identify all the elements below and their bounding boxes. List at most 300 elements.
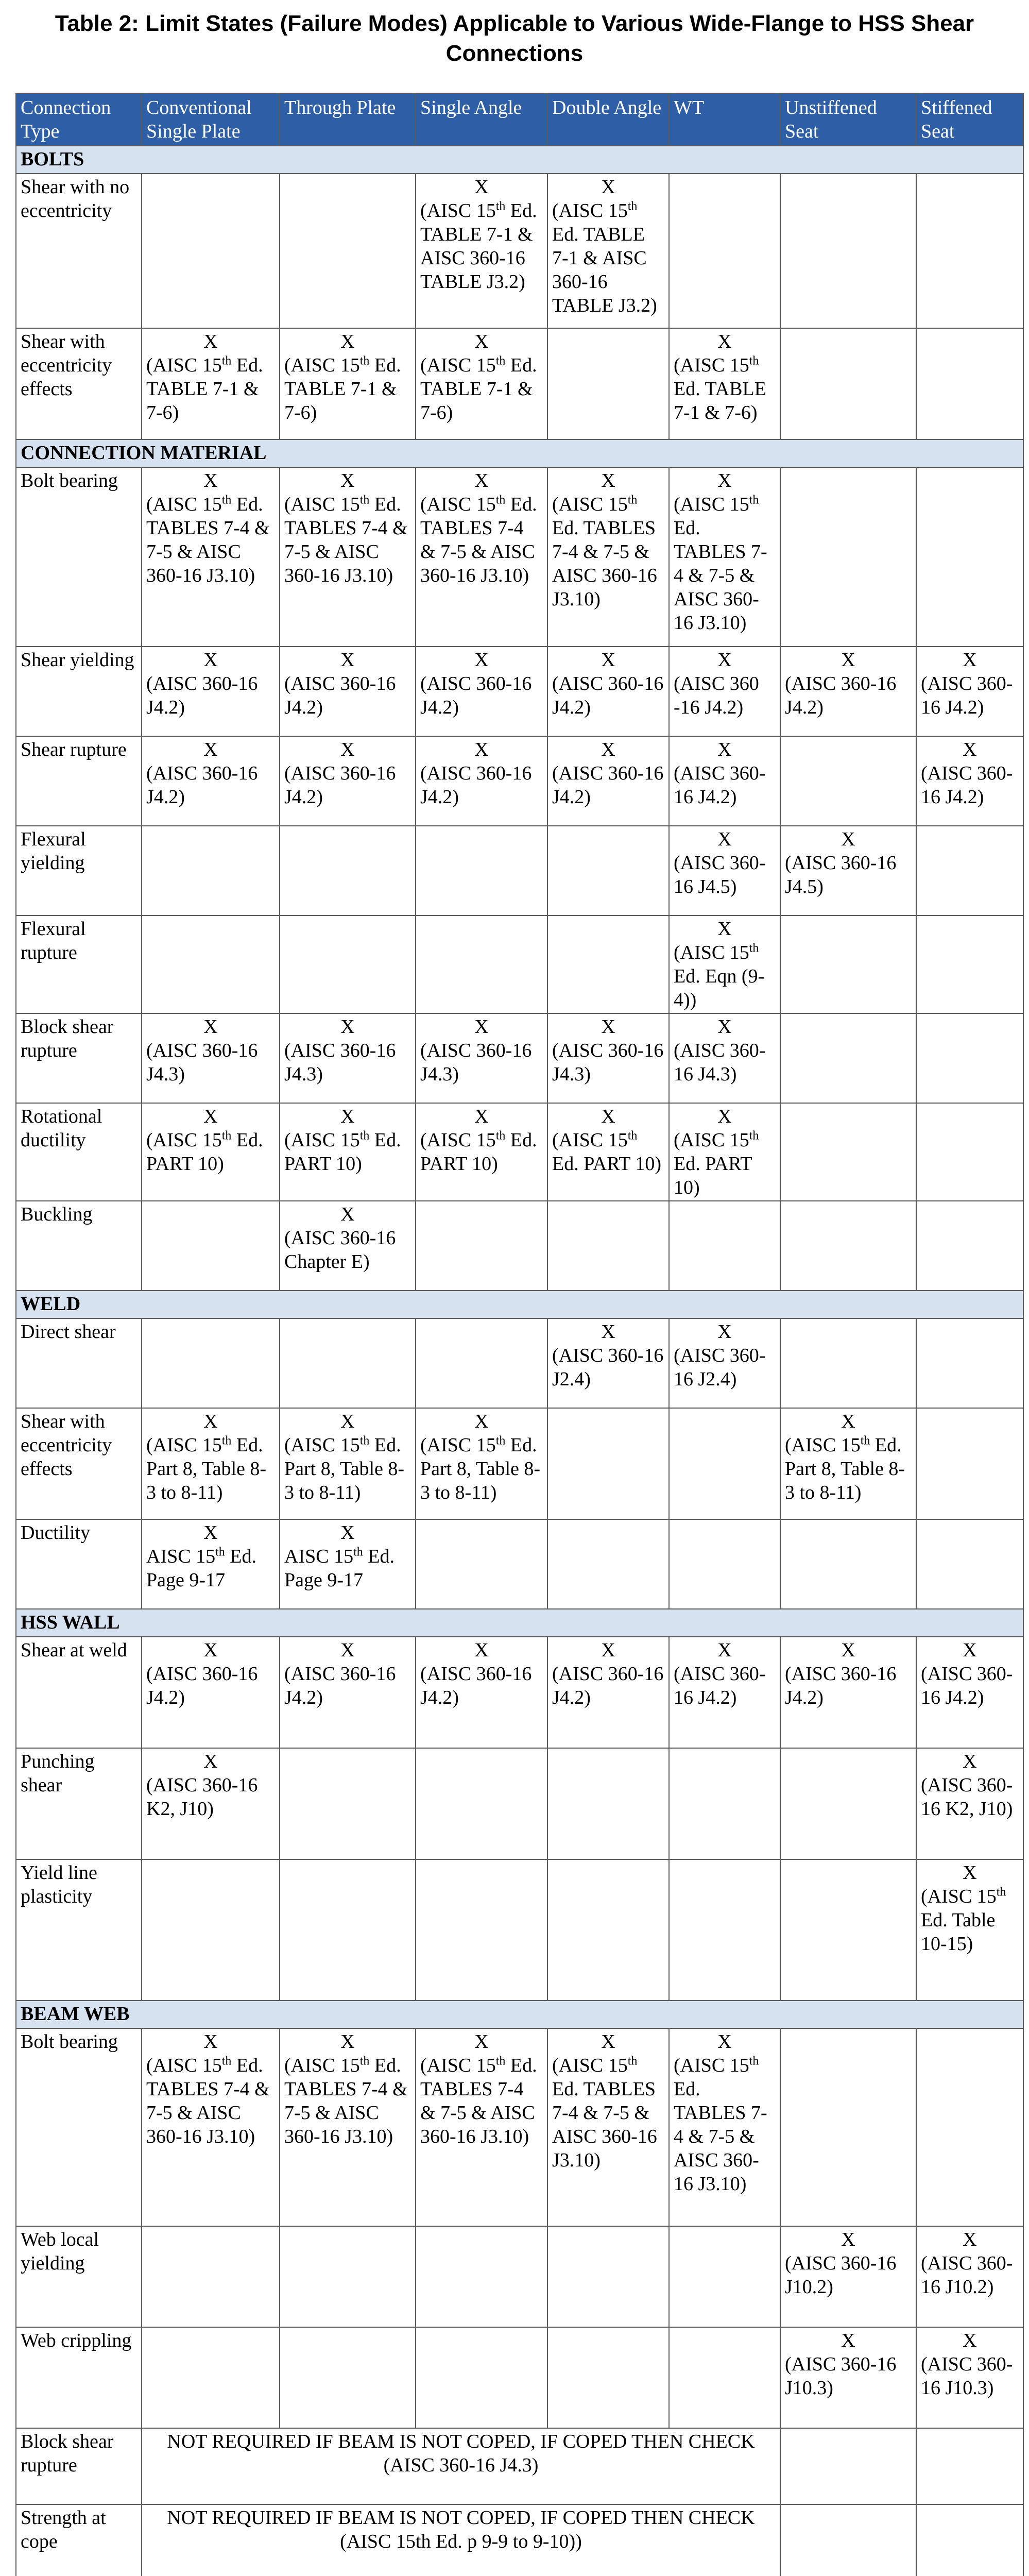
table-cell: [142, 1318, 280, 1408]
reference-text: (AISC 15th Ed. PART 10): [420, 1129, 537, 1175]
reference-text: (AISC 15th Ed. TABLES 7-4 & 7-5 & AISC 360-16 J3.10): [552, 2054, 657, 2171]
table-cell: [669, 467, 780, 647]
reference-text: (AISC 15th Ed. Part 8, Table 8-3 to 8-11): [785, 1434, 905, 1503]
table-cell: [142, 1013, 280, 1103]
applicable-mark: X: [203, 1411, 218, 1432]
table-row: [16, 1408, 1023, 1519]
col-header-single-angle: Single Angle: [416, 93, 547, 146]
table-cell: [669, 826, 780, 916]
reference-text: (AISC 15th Ed. Eqn (9-4)): [674, 941, 765, 1011]
table-cell: [916, 1013, 1023, 1103]
applicable-mark: X: [474, 470, 489, 492]
table-row: [16, 2327, 1023, 2428]
col-header-through-plate: Through Plate: [280, 93, 416, 146]
applicable-mark: X: [203, 1106, 218, 1127]
table-cell: [916, 467, 1023, 647]
table-cell: [280, 174, 416, 328]
table-cell: [280, 1637, 416, 1748]
applicable-mark: X: [841, 2229, 855, 2250]
applicable-mark: X: [203, 1639, 218, 1661]
table-cell: [142, 2028, 280, 2226]
table-cell: [780, 1519, 916, 1609]
row-label: Direct shear: [16, 1318, 142, 1408]
table-cell: [416, 1013, 547, 1103]
row-label: Web local yielding: [16, 2226, 142, 2327]
table-cell: [547, 1748, 669, 1859]
table-cell: [669, 1408, 780, 1519]
applicable-mark: X: [203, 2031, 218, 2053]
table-cell: [669, 2327, 780, 2428]
reference-text: (AISC 360-16 J4.2): [146, 673, 258, 718]
applicable-mark: X: [203, 331, 218, 352]
table-cell: [916, 1201, 1023, 1291]
table-cell: [280, 1013, 416, 1103]
applicable-mark: X: [203, 1751, 218, 1772]
table-row: [16, 647, 1023, 736]
applicable-mark: X: [717, 739, 732, 760]
table-cell: [142, 1103, 280, 1201]
applicable-mark: X: [474, 649, 489, 671]
applicable-mark: X: [203, 739, 218, 760]
table-cell: [780, 1748, 916, 1859]
table-cell: [142, 328, 280, 439]
table-cell: [916, 736, 1023, 826]
row-label: Rotational ductility: [16, 1103, 142, 1201]
coped-note-text: NOT REQUIRED IF BEAM IS NOT COPED, IF COPED THEN CHECK: [167, 2431, 755, 2452]
reference-text: (AISC 360-16 J4.2): [420, 762, 532, 808]
table-cell: [416, 647, 547, 736]
table-cell: [916, 2028, 1023, 2226]
table-cell: [780, 2028, 916, 2226]
table-cell: [547, 467, 669, 647]
section-label: HSS WALL: [16, 1609, 1023, 1637]
table-cell: [142, 1859, 280, 2001]
table-cell: [280, 2028, 416, 2226]
reference-text: (AISC 15th Ed. TABLES 7-4 & 7-5 & AISC 360-16 J3.10): [674, 2054, 767, 2195]
table-cell: [142, 916, 280, 1013]
row-label: Strength at cope: [16, 2504, 142, 2576]
table-cell: [780, 1318, 916, 1408]
applicable-mark: X: [601, 739, 615, 760]
row-label: Flexural yielding: [16, 826, 142, 916]
row-label: Bolt bearing: [16, 2028, 142, 2226]
reference-text: (AISC 360-16 J4.3): [146, 1040, 258, 1085]
table-cell: [416, 1748, 547, 1859]
applicable-mark: X: [474, 1411, 489, 1432]
table-cell: [547, 826, 669, 916]
table-cell: [547, 1201, 669, 1291]
applicable-mark: X: [340, 1411, 355, 1432]
table-row: [16, 1859, 1023, 2001]
table-cell: [547, 1013, 669, 1103]
header-row: [16, 93, 1023, 146]
applicable-mark: X: [841, 828, 855, 850]
table-cell: [142, 174, 280, 328]
reference-text: (AISC 360-16 J4.2): [146, 762, 258, 808]
applicable-mark: X: [340, 470, 355, 492]
table-cell: [142, 647, 280, 736]
applicable-mark: X: [340, 331, 355, 352]
col-header-unstiffened-seat: Unstiffened Seat: [780, 93, 916, 146]
reference-text: (AISC 15th Ed. PART 10): [146, 1129, 263, 1175]
table-cell: [547, 1408, 669, 1519]
table-cell: [280, 916, 416, 1013]
table-cell: [547, 1859, 669, 2001]
table-cell: [280, 1859, 416, 2001]
applicable-mark: X: [963, 2229, 977, 2250]
table-cell: [416, 328, 547, 439]
table-cell: [416, 1318, 547, 1408]
table-cell: [142, 736, 280, 826]
table-cell: [547, 1318, 669, 1408]
reference-text: (AISC 360-16 J10.2): [921, 2252, 1013, 2298]
reference-text: AISC 15th Ed. Page 9-17: [284, 1545, 395, 1591]
applicable-mark: X: [717, 918, 732, 940]
reference-text: (AISC 360-16 Chapter E): [284, 1227, 396, 1273]
section-row-beam-web: [16, 2001, 1023, 2028]
applicable-mark: X: [963, 1862, 977, 1884]
reference-text: (AISC 360-16 J4.2): [674, 1663, 766, 1708]
table-row: [16, 826, 1023, 916]
applicable-mark: X: [474, 1016, 489, 1038]
row-label: Shear with eccentricity effects: [16, 328, 142, 439]
row-label: Block shear rupture: [16, 1013, 142, 1103]
section-label: CONNECTION MATERIAL: [16, 439, 1023, 467]
table-cell: [416, 916, 547, 1013]
table-cell: [916, 174, 1023, 328]
table-row: [16, 1748, 1023, 1859]
applicable-mark: X: [601, 1321, 615, 1343]
table-cell: [780, 467, 916, 647]
table-cell: [416, 826, 547, 916]
table-cell: [547, 916, 669, 1013]
table-cell: [416, 1637, 547, 1748]
table-cell: [780, 916, 916, 1013]
applicable-mark: X: [340, 1639, 355, 1661]
row-label: Shear rupture: [16, 736, 142, 826]
table-cell: [142, 467, 280, 647]
table-cell: [669, 328, 780, 439]
row-label: Shear with no eccentricity: [16, 174, 142, 328]
row-label: Shear yielding: [16, 647, 142, 736]
table-cell: [547, 1103, 669, 1201]
table-cell: [416, 736, 547, 826]
reference-text: (AISC 360-16 J2.4): [552, 1345, 664, 1390]
table-cell: [780, 1637, 916, 1748]
reference-text: (AISC 360-16 J4.2): [552, 1663, 664, 1708]
reference-text: (AISC 15th Ed. TABLES 7-4 & 7-5 & AISC 360-16 J3.10): [146, 2054, 270, 2147]
table-cell: [916, 1637, 1023, 1748]
table-cell: [916, 1103, 1023, 1201]
table-cell: [669, 1318, 780, 1408]
applicable-mark: X: [601, 470, 615, 492]
reference-text: (AISC 360 -16 J4.2): [674, 673, 759, 718]
table-row: [16, 1013, 1023, 1103]
section-row-weld: [16, 1291, 1023, 1318]
table-cell: [142, 1408, 280, 1519]
table-cell: [142, 2226, 280, 2327]
applicable-mark: X: [340, 1106, 355, 1127]
reference-text: (AISC 15th Ed. TABLES 7-4 & 7-5 & AISC 360-16 J3.10): [146, 493, 270, 586]
reference-text: (AISC 360-16 J4.5): [785, 852, 897, 897]
reference-text: (AISC 15th Ed. TABLES 7-4 & 7-5 & AISC 360-16 J3.10): [674, 493, 767, 634]
reference-text: (AISC 15th Ed. PART 10): [674, 1129, 759, 1198]
applicable-mark: X: [717, 2031, 732, 2053]
col-header-conventional-single-plate: Conventional Single Plate: [142, 93, 280, 146]
table-cell: [780, 2327, 916, 2428]
table-cell: [669, 1201, 780, 1291]
table-cell: [280, 1103, 416, 1201]
reference-text: (AISC 360-16 J4.2): [552, 673, 664, 718]
table-cell: [669, 1013, 780, 1103]
table-row: [16, 1103, 1023, 1201]
table-row: [16, 328, 1023, 439]
table-cell: [280, 1748, 416, 1859]
applicable-mark: X: [717, 1639, 732, 1661]
table-cell: [142, 2327, 280, 2428]
applicable-mark: X: [601, 176, 615, 198]
table-cell: [547, 2226, 669, 2327]
table-cell: [547, 174, 669, 328]
col-header-stiffened-seat: Stiffened Seat: [916, 93, 1023, 146]
table-cell: [669, 1637, 780, 1748]
table-cell: [280, 328, 416, 439]
applicable-mark: X: [717, 1016, 732, 1038]
row-label: Punching shear: [16, 1748, 142, 1859]
table-cell: [916, 328, 1023, 439]
applicable-mark: X: [340, 739, 355, 760]
table-cell: [780, 736, 916, 826]
coped-note-cell: [142, 2428, 780, 2504]
reference-text: (AISC 360-16 K2, J10): [921, 1774, 1013, 1820]
table-cell: [916, 1318, 1023, 1408]
reference-text: (AISC 15th Ed. PART 10): [552, 1129, 662, 1175]
table-row: [16, 1637, 1023, 1748]
table-cell: [416, 2028, 547, 2226]
applicable-mark: X: [963, 649, 977, 671]
table-cell: [142, 1637, 280, 1748]
table-cell: [916, 2428, 1023, 2504]
table-cell: [780, 328, 916, 439]
reference-text: (AISC 15th Ed. TABLES 7-4 & 7-5 & AISC 360-16 J3.10): [284, 2054, 408, 2147]
coped-note-reference: (AISC 360-16 J4.3): [383, 2454, 539, 2476]
table-row: [16, 1519, 1023, 1609]
reference-text: (AISC 360-16 J2.4): [674, 1345, 766, 1390]
table-cell: [416, 1103, 547, 1201]
reference-text: (AISC 15th Ed. TABLE 7-1 & 7-6): [146, 354, 263, 423]
table-row: [16, 2428, 1023, 2504]
table-cell: [916, 2327, 1023, 2428]
reference-text: (AISC 360-16 J10.3): [785, 2353, 897, 2399]
limit-states-table: [15, 93, 1024, 2576]
row-label: Buckling: [16, 1201, 142, 1291]
applicable-mark: X: [340, 1204, 355, 1225]
applicable-mark: X: [474, 739, 489, 760]
reference-text: (AISC 15th Ed. TABLE 7-1 & 7-6): [420, 354, 537, 423]
table-cell: [780, 647, 916, 736]
reference-text: (AISC 360-16 J4.2): [284, 762, 396, 808]
table-cell: [416, 1519, 547, 1609]
col-header-wt: WT: [669, 93, 780, 146]
table-cell: [416, 1201, 547, 1291]
row-label: Shear with eccentricity effects: [16, 1408, 142, 1519]
table-cell: [416, 2226, 547, 2327]
table-row: [16, 916, 1023, 1013]
table-cell: [669, 1859, 780, 2001]
reference-text: (AISC 360-16 J4.2): [785, 1663, 897, 1708]
applicable-mark: X: [841, 1639, 855, 1661]
reference-text: (AISC 360-16 J4.3): [552, 1040, 664, 1085]
table-cell: [916, 647, 1023, 736]
applicable-mark: X: [474, 1106, 489, 1127]
table-cell: [547, 647, 669, 736]
col-header-double-angle: Double Angle: [547, 93, 669, 146]
applicable-mark: X: [203, 1522, 218, 1544]
reference-text: (AISC 360-16 J4.2): [552, 762, 664, 808]
row-label: Block shear rupture: [16, 2428, 142, 2504]
table-cell: [669, 1103, 780, 1201]
applicable-mark: X: [963, 1751, 977, 1772]
table-cell: [916, 2504, 1023, 2576]
table-cell: [142, 1519, 280, 1609]
table-row: [16, 2028, 1023, 2226]
table-cell: [916, 1408, 1023, 1519]
table-title: Table 2: Limit States (Failure Modes) Applicable to Various Wide-Flange to HSS Shear Connections: [55, 11, 974, 66]
table-cell: [416, 1408, 547, 1519]
applicable-mark: X: [717, 649, 732, 671]
table-cell: [916, 1748, 1023, 1859]
col-header-connection-type: Connection Type: [16, 93, 142, 146]
applicable-mark: X: [474, 331, 489, 352]
applicable-mark: X: [841, 2330, 855, 2351]
table-cell: [280, 467, 416, 647]
section-row-connection-material: [16, 439, 1023, 467]
reference-text: (AISC 360-16 J4.2): [921, 673, 1013, 718]
applicable-mark: X: [963, 1639, 977, 1661]
applicable-mark: X: [601, 1106, 615, 1127]
table-cell: [916, 1519, 1023, 1609]
table-row: [16, 2226, 1023, 2327]
coped-note-text: NOT REQUIRED IF BEAM IS NOT COPED, IF COPED THEN CHECK: [167, 2507, 755, 2529]
reference-text: (AISC 15th Ed. Part 8, Table 8-3 to 8-11): [284, 1434, 405, 1503]
table-cell: [547, 2028, 669, 2226]
section-row-bolts: [16, 146, 1023, 174]
table-cell: [280, 826, 416, 916]
row-label: Bolt bearing: [16, 467, 142, 647]
table-cell: [669, 916, 780, 1013]
table-cell: [669, 1519, 780, 1609]
reference-text: (AISC 360-16 J4.2): [420, 673, 532, 718]
table-cell: [280, 1519, 416, 1609]
table-cell: [416, 1859, 547, 2001]
table-cell: [669, 2028, 780, 2226]
table-cell: [280, 736, 416, 826]
applicable-mark: X: [203, 649, 218, 671]
table-cell: [669, 2226, 780, 2327]
applicable-mark: X: [203, 470, 218, 492]
table-cell: [547, 1637, 669, 1748]
reference-text: (AISC 15th Ed. Part 8, Table 8-3 to 8-11): [146, 1434, 267, 1503]
reference-text: (AISC 360-16 J4.2): [785, 673, 897, 718]
row-label: Shear at weld: [16, 1637, 142, 1748]
row-label: Web crippling: [16, 2327, 142, 2428]
table-cell: [669, 736, 780, 826]
table-cell: [669, 1748, 780, 1859]
applicable-mark: X: [340, 649, 355, 671]
applicable-mark: X: [340, 2031, 355, 2053]
table-cell: [280, 1201, 416, 1291]
table-row: [16, 2504, 1023, 2576]
section-row-hss-wall: [16, 1609, 1023, 1637]
table-cell: [780, 2226, 916, 2327]
table-cell: [142, 826, 280, 916]
applicable-mark: X: [963, 739, 977, 760]
table-cell: [780, 1103, 916, 1201]
row-label: Yield line plasticity: [16, 1859, 142, 2001]
table-cell: [916, 2226, 1023, 2327]
applicable-mark: X: [601, 649, 615, 671]
reference-text: (AISC 360-16 J4.2): [921, 762, 1013, 808]
applicable-mark: X: [474, 176, 489, 198]
coped-note-cell: [142, 2504, 780, 2576]
reference-text: (AISC 15th Ed. TABLES 7-4 & 7-5 & AISC 360-16 J3.10): [420, 2054, 537, 2147]
table-row: [16, 467, 1023, 647]
table-cell: [780, 1859, 916, 2001]
table-cell: [280, 1318, 416, 1408]
reference-text: (AISC 15th Ed. TABLES 7-4 & 7-5 & AISC 360-16 J3.10): [552, 493, 657, 610]
reference-text: (AISC 360-16 J4.2): [284, 673, 396, 718]
reference-text: (AISC 15th Ed. TABLE 7-1 & AISC 360-16 TABLE J3.2): [552, 199, 657, 316]
applicable-mark: X: [841, 1411, 855, 1432]
reference-text: (AISC 15th Ed. TABLES 7-4 & 7-5 & AISC 360-16 J3.10): [420, 493, 537, 586]
table-cell: [916, 916, 1023, 1013]
applicable-mark: X: [717, 828, 732, 850]
table-cell: [280, 2327, 416, 2428]
table-cell: [547, 736, 669, 826]
applicable-mark: X: [340, 1016, 355, 1038]
table-cell: [280, 1408, 416, 1519]
reference-text: (AISC 360-16 J4.3): [420, 1040, 532, 1085]
table-cell: [547, 2327, 669, 2428]
reference-text: (AISC 15th Ed. TABLES 7-4 & 7-5 & AISC 360-16 J3.10): [284, 493, 408, 586]
table-cell: [780, 1408, 916, 1519]
table-cell: [780, 826, 916, 916]
table-row: [16, 1318, 1023, 1408]
table-cell: [547, 328, 669, 439]
table-cell: [780, 2504, 916, 2576]
table-cell: [780, 2428, 916, 2504]
reference-text: (AISC 15th Ed. Table 10-15): [921, 1885, 1006, 1955]
reference-text: (AISC 15th Ed. TABLE 7-1 & 7-6): [674, 354, 766, 423]
reference-text: (AISC 360-16 J10.2): [785, 2252, 897, 2298]
applicable-mark: X: [601, 1016, 615, 1038]
reference-text: (AISC 15th Ed. Part 8, Table 8-3 to 8-11): [420, 1434, 541, 1503]
table-cell: [547, 1519, 669, 1609]
applicable-mark: X: [340, 1522, 355, 1544]
reference-text: (AISC 360-16 J4.2): [921, 1663, 1013, 1708]
table-cell: [416, 467, 547, 647]
applicable-mark: X: [601, 2031, 615, 2053]
applicable-mark: X: [717, 470, 732, 492]
table-cell: [416, 174, 547, 328]
section-label: WELD: [16, 1291, 1023, 1318]
applicable-mark: X: [717, 1106, 732, 1127]
reference-text: (AISC 360-16 J4.3): [284, 1040, 396, 1085]
table-row: [16, 174, 1023, 328]
table-cell: [780, 1201, 916, 1291]
reference-text: (AISC 360-16 K2, J10): [146, 1774, 258, 1820]
reference-text: (AISC 360-16 J4.2): [146, 1663, 258, 1708]
